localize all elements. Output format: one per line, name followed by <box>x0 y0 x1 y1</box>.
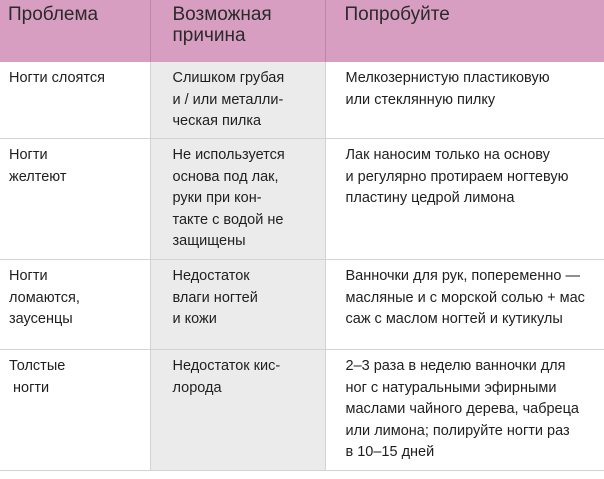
cell-line: масляные и с морской солью + мас <box>345 289 585 306</box>
cell-cause <box>150 350 325 471</box>
cell-line: заусенцы <box>9 311 73 327</box>
header-cause: Возможная причина <box>150 0 325 62</box>
cell-line: Слишком грубая <box>172 70 285 86</box>
cell-line: ломаются, <box>9 289 80 306</box>
cell-line: Ногти <box>9 147 48 163</box>
cell-line: такте с водой не <box>172 211 284 228</box>
cell-line: Ногти слоятся <box>9 70 105 86</box>
cell-problem <box>0 62 150 139</box>
cell-problem <box>0 350 150 471</box>
cell-cause <box>150 260 325 350</box>
cell-line: влаги ногтей <box>172 289 258 306</box>
cell-line: руки при кон- <box>172 190 262 206</box>
cell-problem <box>0 260 150 350</box>
cell-line: и / или металли- <box>172 91 284 108</box>
table-row <box>0 139 604 260</box>
cell-line: и регулярно протираем ногтевую <box>345 168 569 185</box>
cell-line: маслами чайного дерева, чабреца <box>345 401 579 417</box>
cell-line: Ногти <box>9 268 48 284</box>
cell-line: пластину цедрой лимона <box>345 190 515 206</box>
cell-line: Ванночки для рук, попеременно — <box>345 268 580 284</box>
cell-line: ческая пилка <box>172 113 262 129</box>
cell-try <box>325 139 604 260</box>
cell-line: лорода <box>172 379 222 396</box>
cell-line: Мелкозернистую пластиковую <box>345 70 550 86</box>
cell-line: желтеют <box>9 168 67 185</box>
cell-line: Недостаток <box>172 268 250 284</box>
cell-line: ног с натуральными эфирными <box>345 379 557 396</box>
cell-problem <box>0 139 150 260</box>
cell-line: основа под лак, <box>172 168 279 185</box>
table-body <box>0 62 604 471</box>
table-header <box>0 0 604 62</box>
cell-line: в 10–15 дней <box>345 444 435 460</box>
table-row <box>0 62 604 139</box>
cell-cause <box>150 62 325 139</box>
cell-line: саж с маслом ногтей и кутикулы <box>345 311 563 327</box>
cell-line: Лак наносим только на основу <box>345 147 550 163</box>
cell-line: Недостаток кис- <box>172 358 281 374</box>
cell-line: защищены <box>172 233 246 249</box>
table-row <box>0 350 604 471</box>
cell-line: и кожи <box>172 311 217 327</box>
table-row <box>0 260 604 350</box>
cell-line: 2–3 раза в неделю ванночки для <box>345 358 566 374</box>
cell-try <box>325 260 604 350</box>
cell-line: ногти <box>13 379 50 396</box>
header-try: Попробуйте <box>325 0 604 62</box>
cell-line: Толстые <box>9 358 66 374</box>
cell-line: Не используется <box>172 147 285 163</box>
cell-line: или стеклянную пилку <box>345 91 496 108</box>
cell-cause <box>150 139 325 260</box>
cell-line: или лимона; полируйте ногти раз <box>345 422 570 439</box>
header-row <box>0 0 604 62</box>
cell-try <box>325 350 604 471</box>
header-problem: Проблема <box>0 0 150 62</box>
cell-try <box>325 62 604 139</box>
